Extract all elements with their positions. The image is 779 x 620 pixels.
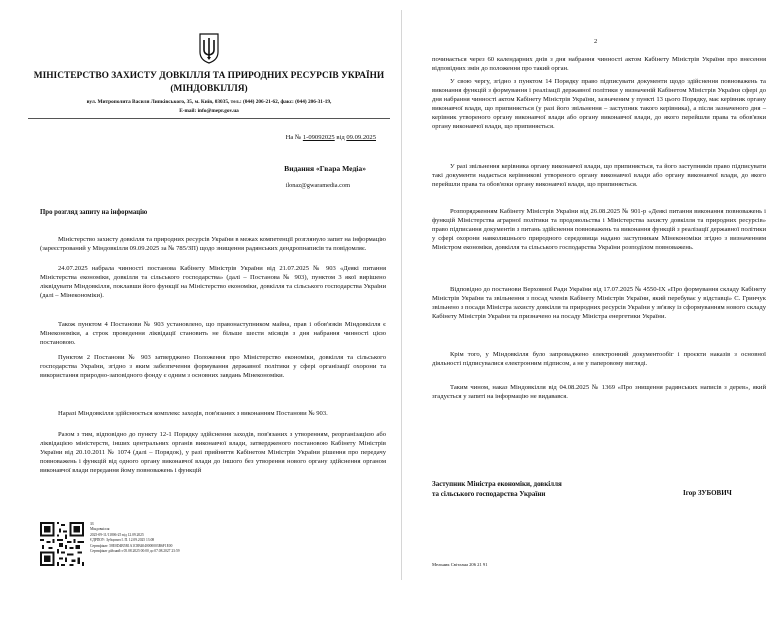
paragraph: У разі звільнення керівника органу виконавчої влади, що припиняється, та його заступників право підписувати такі документи надається керівникові утвореного органу виконавчої влади або органу виконавчої влади, до якого перейшли права та обов'язки органу виконавчої влади, що припиняється. bbox=[432, 163, 766, 188]
executor-contact: Мельник Світлана 206 21 91 bbox=[432, 562, 488, 567]
paragraph: Разом з тим, відповідно до пункту 12-1 Порядку здійснення заходів, пов'язаних з утворенням, реорганізацією або ліквідацією міністерств, інших центральних органів виконавчої влади, затвердженого постановою Кабінету Міністрів України від 20.10.2011 № 1074 (далі – Порядок), у разі прийняття Кабінетом Міністрів України рішення про передачу повноважень і функцій від одного органу виконавчої влади до іншого без утворення нового органу здійснення органом виконавчої влади передання йому повноважень і функцій bbox=[40, 431, 386, 474]
stamp-line: Сертифікат: 58E0D4B5B1A1C8B4040000003B6F1E00 bbox=[90, 543, 173, 548]
reference-prefix: На № bbox=[285, 134, 303, 141]
paragraph: 24.07.2025 набрала чинності постанова Кабінету Міністрів України від 21.07.2025 № 903 «Деякі питання Міністерства економіки, довкілля та сільського господарства» (далі – Постанова № 903), пунктом 3 якої вирішено ліквідувати Міндовкілля, поклавши його функції на Міністерство економіки, довкілля та сільського господарства України (далі – Мінекономіки). bbox=[40, 265, 386, 299]
address-line2: E-mail: info@mepr.gov.ua bbox=[179, 107, 239, 114]
ministry-name-line2: (МІНДОВКІЛЛЯ) bbox=[170, 84, 248, 94]
coat-of-arms-trident-icon bbox=[198, 30, 220, 64]
stamp-line: ЗЗ bbox=[90, 522, 94, 526]
paragraph: Розпорядженням Кабінету Міністрів України від 26.08.2025 № 901-р «Деякі питання виконання повноважень і функцій Міністерства аграрної політики та продовольства і Міністерства захисту довкілля та природних ресурсів» право підписання документів з питань здійснення повноважень та виконання функцій з реалізації державної політики у сфері охорони навколишнього природного середовища надано заступникам Мінекономіки згідно з визначенням Міністром економіки, довкілля та сільського господарства України розподілом повноважень. bbox=[432, 208, 766, 251]
signatory-title bbox=[432, 480, 562, 499]
ministry-address bbox=[28, 98, 390, 115]
qr-code-icon bbox=[40, 522, 84, 566]
reference-line bbox=[286, 134, 376, 141]
paragraph: починається через 60 календарних днів з дня набрання чинності актом Кабінету Міністрів України про внесення відповідних змін до положення про такий орган. bbox=[432, 56, 766, 72]
paragraph: Міністерство захисту довкілля та природних ресурсів України в межах компетенції розглянуло запит на інформацію (зареєстрований у Міндовкілля 09.09.2025 за № 785/ЗП) щодо знищення радянських дендропнаписів та повідомляє. bbox=[40, 236, 386, 252]
stamp-line: 2025-09-11/11806-25 від 12.09.2025 bbox=[90, 532, 144, 537]
paragraph: Таким чином, наказ Міндовкілля від 04.08.2025 № 1369 «Про знищення радянських написів з дерев», який згадується у запиті на інформацію не видавався. bbox=[432, 384, 766, 400]
ministry-name-line1: МІНІСТЕРСТВО ЗАХИСТУ ДОВКІЛЛЯ ТА ПРИРОДНИХ РЕСУРСІВ УКРАЇНИ bbox=[33, 71, 385, 81]
stamp-line: ЄДРПОУ: Зубцович І. П. 12.09.2025 13:08 bbox=[90, 538, 155, 543]
signatory-name: Ігор ЗУБОВИЧ bbox=[683, 489, 732, 497]
reference-number: 1-09092025 bbox=[302, 134, 335, 141]
recipient-email: ilonaz@gwaramedia.com bbox=[285, 182, 350, 189]
header-divider bbox=[28, 118, 390, 119]
paragraph: Наразі Міндовкілля здійснюється комплекс заходів, пов'язаних з виконанням Постанови № 903. bbox=[58, 410, 328, 417]
document-page-1 bbox=[0, 0, 396, 590]
paragraph: Відповідно до постанови Верховної Ради України від 17.07.2025 № 4550-IX «Про формування складу Кабінету Міністрів України та звільнення з посад членів Кабінету Міністрів України, який перебуває у відставці» С. Гринчук звільнено з посади Міністра захисту довкілля та природних ресурсів України у зв'язку із сформуванням нового складу Кабінету Міністрів України та призначено на посаду Міністра енергетики України. bbox=[432, 286, 766, 320]
paragraph: Крім того, у Міндовкілля було запроваджено електронний документообіг і проєкти наказів з основної діяльності підписувалися електронним підписом, а не у паперовому вигляді. bbox=[432, 351, 766, 367]
signatory-title-line2: та сільського господарства України bbox=[432, 489, 546, 498]
signature-details bbox=[90, 522, 180, 554]
bottom-margin bbox=[0, 594, 779, 620]
page-number: 2 bbox=[594, 38, 598, 45]
subject-line: Про розгляд запиту на інформацію bbox=[40, 209, 148, 216]
reference-middle: від bbox=[334, 134, 347, 141]
stamp-line: Сертифікат дійсний з 05.08.2025 00:00 до 07.08.2027 23:59 bbox=[90, 549, 180, 554]
signatory-title-line1: Заступник Міністра економіки, довкілля bbox=[432, 480, 562, 488]
digital-signature-stamp bbox=[40, 520, 270, 572]
ministry-name bbox=[28, 70, 390, 96]
paragraph: Пунктом 2 Постанови № 903 затверджено Положення про Міністерство економіки, довкілля та сільського господарства України, згідно з яким забезпечення формування державної політики у сфері організації охорони та використання природно-заповідного фонду є одним з основних завдань Мінекономіки. bbox=[40, 354, 386, 379]
recipient: Видання «Гвара Медіа» bbox=[284, 164, 366, 173]
address-line1: вул. Митрополита Василя Липківського, 35, м. Київ, 03035, тел.: (044) 206-21-62, факс: (044) 206-31-19, bbox=[86, 99, 332, 105]
page-divider bbox=[401, 10, 402, 580]
stamp-line: Міндовкілля bbox=[90, 527, 110, 532]
reference-date: 09.09.2025 bbox=[346, 134, 376, 141]
paragraph: Також пунктом 4 Постанови № 903 установлено, що правонаступником майна, прав і обов'язків Міндовкілля є Мінекономіки, а строк проведення ліквідації становить не більше шести місяців з дня набрання чинності цією постановою. bbox=[40, 321, 386, 346]
document-page-2 bbox=[408, 0, 779, 590]
paragraph: У свою чергу, згідно з пунктом 14 Порядку право підписувати документи щодо здійснення повноважень та виконання функцій з формування і реалізації державної політики у визначеній Кабінетом Міністрів України сфері до дня набрання чинності актом Кабінету Міністрів України, зазначеним у пункті 13 цього Порядку, має керівник органу виконавчої влади, що припиняється (у разі його звільнення – заступник такого керівника), а після зазначеного дня – керівник утвореного органу виконавчої влади або органу виконавчої влади, до якого перейшли права та обов'язки органу виконавчої влади, що припиняється. bbox=[432, 78, 766, 130]
